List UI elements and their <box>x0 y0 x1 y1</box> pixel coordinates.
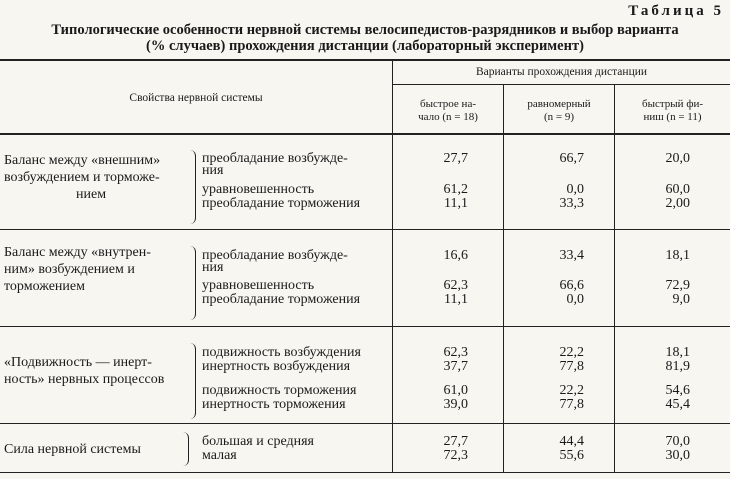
row-label: большая и средняя <box>202 434 314 449</box>
cell-value: 27,7 <box>443 151 468 166</box>
row-label: уравновешенность <box>202 278 315 293</box>
cell-value: 55,6 <box>559 448 584 463</box>
cell-value: 62,3 <box>443 345 468 360</box>
cell-value: 20,0 <box>665 151 690 166</box>
cell-value: 72,9 <box>665 278 690 293</box>
group-brace <box>190 150 196 224</box>
cell-value: 30,0 <box>665 448 690 463</box>
cell-value: 39,0 <box>443 397 468 412</box>
cell-value: 0,0 <box>566 292 584 307</box>
properties-header: Свойства нервной системы <box>129 92 263 104</box>
cell-value: 54,6 <box>665 383 690 398</box>
row-label: инертность торможения <box>202 397 346 412</box>
col-header-fast-finish: быстрый фи- ниш (n = 11) <box>641 98 703 123</box>
table-title-line-2: (% случаев) прохождения дистанции (лабораторный эксперимент) <box>146 38 584 54</box>
bottom-rule <box>0 472 730 473</box>
table-title-line-1: Типологические особенности нервной системы велосипедистов-разрядников и выбор варианта <box>51 22 679 38</box>
cell-value: 66,6 <box>559 278 584 293</box>
group-divider <box>0 326 730 327</box>
cell-value: 37,7 <box>443 359 468 374</box>
cell-value: 33,3 <box>559 196 584 211</box>
cell-value: 27,7 <box>443 434 468 449</box>
cell-value: 72,3 <box>443 448 468 463</box>
row-label: малая <box>202 448 237 463</box>
row-label: преобладание возбужде- ния <box>202 248 348 275</box>
cell-value: 18,1 <box>665 248 690 263</box>
cell-value: 22,2 <box>559 345 584 360</box>
cell-value: 62,3 <box>443 278 468 293</box>
cell-value: 11,1 <box>444 196 468 211</box>
row-label: преобладание возбужде- ния <box>202 151 348 178</box>
cell-value: 81,9 <box>665 359 690 374</box>
cell-value: 45,4 <box>665 397 690 412</box>
row-label: уравновешенность <box>202 182 315 197</box>
group-brace <box>183 432 189 466</box>
group-label-mobility: «Подвижность — инерт- ность» нервных процессов <box>4 355 165 387</box>
row-label: подвижность торможения <box>202 383 357 398</box>
cell-value: 70,0 <box>665 434 690 449</box>
group-brace <box>190 343 196 419</box>
cell-value: 61,2 <box>443 182 468 197</box>
cell-value: 44,4 <box>559 434 584 449</box>
group-divider <box>0 229 730 230</box>
cell-value: 60,0 <box>665 182 690 197</box>
cell-value: 0,0 <box>566 182 584 197</box>
cell-value: 61,0 <box>443 383 468 398</box>
group-label-strength: Сила нервной системы <box>4 442 141 457</box>
group-brace <box>190 246 196 320</box>
cell-value: 18,1 <box>665 345 690 360</box>
table-number: Таблица 5 <box>628 3 724 19</box>
variants-rule <box>393 84 730 85</box>
group-label-internal-balance: Баланс между «внутрен- ним» возбуждением и торможением <box>4 245 151 294</box>
group-label-external-balance: Баланс между «внешним» возбуждением и торможе- нием <box>4 153 161 202</box>
col-header-even: равномерный (n = 9) <box>527 98 591 123</box>
cell-value: 2,00 <box>665 196 690 211</box>
cell-value: 9,0 <box>672 292 690 307</box>
cell-value: 66,7 <box>559 151 584 166</box>
row-label: преобладание торможения <box>202 196 361 211</box>
row-label: инертность возбуждения <box>202 359 351 374</box>
cell-value: 11,1 <box>444 292 468 307</box>
variants-header: Варианты прохождения дистанции <box>475 66 648 78</box>
column-divider <box>614 84 615 472</box>
cell-value: 16,6 <box>443 248 468 263</box>
column-divider <box>503 84 504 472</box>
row-label: подвижность возбуждения <box>202 345 361 360</box>
top-rule <box>0 59 730 61</box>
group-divider <box>0 423 730 424</box>
row-label: преобладание торможения <box>202 292 361 307</box>
cell-value: 77,8 <box>559 359 584 374</box>
cell-value: 77,8 <box>559 397 584 412</box>
col-header-fast-start: быстрое на- чало (n = 18) <box>418 98 478 123</box>
header-rule <box>0 133 730 135</box>
cell-value: 22,2 <box>559 383 584 398</box>
cell-value: 33,4 <box>559 248 584 263</box>
